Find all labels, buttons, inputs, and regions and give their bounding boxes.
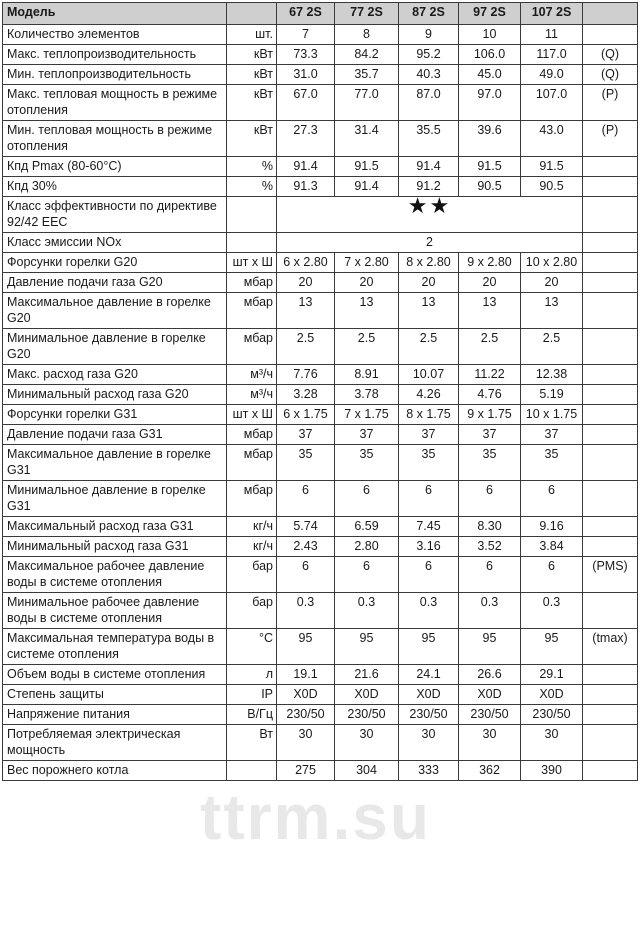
- row-label: Минимальное давление в горелке G31: [3, 481, 227, 517]
- cell-value: 24.1: [399, 665, 459, 685]
- cell-value: 20: [521, 273, 583, 293]
- cell-value: 2.5: [459, 329, 521, 365]
- row-symbol: [583, 481, 638, 517]
- row-symbol: [583, 385, 638, 405]
- header-model: 87 2S: [399, 3, 459, 25]
- row-label: Максимальное рабочее давление воды в системе отопления: [3, 557, 227, 593]
- row-symbol: (Q): [583, 45, 638, 65]
- cell-value: 230/50: [277, 705, 335, 725]
- row-unit: кг/ч: [227, 537, 277, 557]
- row-label: Потребляемая электрическая мощность: [3, 725, 227, 761]
- cell-value: 390: [521, 761, 583, 781]
- cell-value: 5.19: [521, 385, 583, 405]
- cell-value: 35: [459, 445, 521, 481]
- row-symbol: [583, 537, 638, 557]
- row-unit: м³/ч: [227, 385, 277, 405]
- cell-value: 37: [399, 425, 459, 445]
- cell-value: 39.6: [459, 121, 521, 157]
- cell-value: 362: [459, 761, 521, 781]
- row-label: Минимальный расход газа G20: [3, 385, 227, 405]
- table-row: [3, 385, 638, 405]
- cell-value: 30: [399, 725, 459, 761]
- row-unit: %: [227, 177, 277, 197]
- row-label: Давление подачи газа G31: [3, 425, 227, 445]
- cell-value: 30: [459, 725, 521, 761]
- row-unit: IP: [227, 685, 277, 705]
- cell-value: 0.3: [335, 593, 399, 629]
- cell-value: 91.4: [335, 177, 399, 197]
- table-row: [3, 273, 638, 293]
- cell-value: 9: [399, 25, 459, 45]
- cell-value: 10: [459, 25, 521, 45]
- row-label: Максимальное давление в горелке G31: [3, 445, 227, 481]
- row-unit: шт.: [227, 25, 277, 45]
- cell-value: 20: [459, 273, 521, 293]
- table-row: [3, 761, 638, 781]
- row-unit: бар: [227, 593, 277, 629]
- row-unit: кг/ч: [227, 517, 277, 537]
- cell-value: 11: [521, 25, 583, 45]
- cell-value: 30: [521, 725, 583, 761]
- cell-value: 8 x 1.75: [399, 405, 459, 425]
- cell-value: 95: [277, 629, 335, 665]
- cell-value: 90.5: [459, 177, 521, 197]
- cell-value: 97.0: [459, 85, 521, 121]
- row-symbol: (P): [583, 85, 638, 121]
- row-unit: мбар: [227, 273, 277, 293]
- table-row: [3, 557, 638, 593]
- row-unit: мбар: [227, 293, 277, 329]
- cell-value: 333: [399, 761, 459, 781]
- row-symbol: (P): [583, 121, 638, 157]
- row-symbol: [583, 761, 638, 781]
- cell-value: 35: [521, 445, 583, 481]
- cell-value: 7.76: [277, 365, 335, 385]
- cell-value: 7 x 2.80: [335, 253, 399, 273]
- cell-value: 11.22: [459, 365, 521, 385]
- row-symbol: [583, 273, 638, 293]
- table-row: [3, 45, 638, 65]
- row-symbol: [583, 293, 638, 329]
- table-row: [3, 293, 638, 329]
- cell-value: 0.3: [459, 593, 521, 629]
- row-label: Класс эмиссии NOx: [3, 233, 227, 253]
- cell-value: 37: [335, 425, 399, 445]
- cell-value: 0.3: [521, 593, 583, 629]
- row-unit: [227, 197, 277, 233]
- header-model: 77 2S: [335, 3, 399, 25]
- cell-value: 91.5: [521, 157, 583, 177]
- row-label: Вес порожнего котла: [3, 761, 227, 781]
- cell-value: 4.26: [399, 385, 459, 405]
- table-row: [3, 233, 638, 253]
- header-row: [3, 3, 638, 25]
- row-symbol: [583, 253, 638, 273]
- row-label: Форсунки горелки G31: [3, 405, 227, 425]
- cell-value: 2.80: [335, 537, 399, 557]
- cell-value: 6: [459, 557, 521, 593]
- table-row: [3, 197, 638, 233]
- cell-value: 9.16: [521, 517, 583, 537]
- efficiency-stars: ★★: [277, 197, 583, 233]
- row-label: Минимальный расход газа G31: [3, 537, 227, 557]
- cell-value: X0D: [459, 685, 521, 705]
- cell-value: 91.2: [399, 177, 459, 197]
- cell-value: X0D: [335, 685, 399, 705]
- row-unit: [227, 761, 277, 781]
- row-symbol: (Q): [583, 65, 638, 85]
- cell-value: 10 x 2.80: [521, 253, 583, 273]
- cell-value: 6 x 2.80: [277, 253, 335, 273]
- cell-value: 8: [335, 25, 399, 45]
- table-row: [3, 629, 638, 665]
- cell-value: 31.0: [277, 65, 335, 85]
- cell-value: 26.6: [459, 665, 521, 685]
- row-symbol: (tmax): [583, 629, 638, 665]
- cell-value: 35: [335, 445, 399, 481]
- cell-value: 67.0: [277, 85, 335, 121]
- row-unit: мбар: [227, 329, 277, 365]
- cell-value: X0D: [399, 685, 459, 705]
- cell-value: 90.5: [521, 177, 583, 197]
- cell-value: 6: [399, 557, 459, 593]
- row-symbol: [583, 665, 638, 685]
- cell-value: 8.91: [335, 365, 399, 385]
- cell-value: 31.4: [335, 121, 399, 157]
- row-label: Давление подачи газа G20: [3, 273, 227, 293]
- row-symbol: [583, 365, 638, 385]
- cell-value: 19.1: [277, 665, 335, 685]
- row-unit: мбар: [227, 445, 277, 481]
- cell-value: 91.4: [399, 157, 459, 177]
- cell-value: 275: [277, 761, 335, 781]
- cell-value: 6: [521, 481, 583, 517]
- cell-value: 2.5: [335, 329, 399, 365]
- table-row: [3, 445, 638, 481]
- row-symbol: [583, 517, 638, 537]
- cell-value: 13: [399, 293, 459, 329]
- cell-value: 20: [335, 273, 399, 293]
- row-symbol: [583, 197, 638, 233]
- row-label: Форсунки горелки G20: [3, 253, 227, 273]
- spec-table: [2, 2, 638, 781]
- row-unit: л: [227, 665, 277, 685]
- cell-value: 20: [277, 273, 335, 293]
- cell-value: 13: [521, 293, 583, 329]
- cell-value: 6.59: [335, 517, 399, 537]
- header-model: 67 2S: [277, 3, 335, 25]
- table-row: [3, 329, 638, 365]
- row-label: Напряжение питания: [3, 705, 227, 725]
- row-symbol: (PMS): [583, 557, 638, 593]
- cell-value: 95: [399, 629, 459, 665]
- cell-value: 3.28: [277, 385, 335, 405]
- cell-value: 27.3: [277, 121, 335, 157]
- table-row: [3, 25, 638, 45]
- row-unit: [227, 233, 277, 253]
- cell-value: 87.0: [399, 85, 459, 121]
- cell-value: 9 x 2.80: [459, 253, 521, 273]
- row-unit: %: [227, 157, 277, 177]
- cell-value: 230/50: [335, 705, 399, 725]
- row-symbol: [583, 425, 638, 445]
- row-unit: мбар: [227, 425, 277, 445]
- cell-value: 30: [277, 725, 335, 761]
- cell-value: 29.1: [521, 665, 583, 685]
- row-label: Мин. тепловая мощность в режиме отопления: [3, 121, 227, 157]
- row-unit: кВт: [227, 45, 277, 65]
- row-symbol: [583, 593, 638, 629]
- header-model: 107 2S: [521, 3, 583, 25]
- cell-value: 7 x 1.75: [335, 405, 399, 425]
- spec-body: [3, 25, 638, 781]
- row-label: Мин. теплопроизводительность: [3, 65, 227, 85]
- cell-value: 3.16: [399, 537, 459, 557]
- cell-value: 37: [277, 425, 335, 445]
- row-label: Количество элементов: [3, 25, 227, 45]
- cell-value: 91.3: [277, 177, 335, 197]
- cell-value: 40.3: [399, 65, 459, 85]
- watermark: ttrm.su: [200, 781, 431, 853]
- row-symbol: [583, 725, 638, 761]
- cell-value: 43.0: [521, 121, 583, 157]
- cell-value: 35.5: [399, 121, 459, 157]
- row-label: Кпд Pmax (80-60°C): [3, 157, 227, 177]
- row-label: Максимальное давление в горелке G20: [3, 293, 227, 329]
- cell-value: 6: [521, 557, 583, 593]
- cell-value: 3.84: [521, 537, 583, 557]
- row-unit: шт x Ш: [227, 405, 277, 425]
- table-row: [3, 517, 638, 537]
- cell-value: 107.0: [521, 85, 583, 121]
- table-row: [3, 365, 638, 385]
- row-symbol: [583, 685, 638, 705]
- row-symbol: [583, 405, 638, 425]
- header-unit: [227, 3, 277, 25]
- cell-value: 13: [277, 293, 335, 329]
- cell-value: 106.0: [459, 45, 521, 65]
- cell-value: 8.30: [459, 517, 521, 537]
- cell-value: 95: [335, 629, 399, 665]
- row-label: Класс эффективности по директиве 92/42 EEC: [3, 197, 227, 233]
- table-row: [3, 685, 638, 705]
- cell-value: 77.0: [335, 85, 399, 121]
- cell-value: 10.07: [399, 365, 459, 385]
- table-row: [3, 593, 638, 629]
- table-row: [3, 665, 638, 685]
- table-row: [3, 725, 638, 761]
- header-label: Модель: [3, 3, 227, 25]
- cell-value: 7.45: [399, 517, 459, 537]
- row-label: Макс. тепловая мощность в режиме отопления: [3, 85, 227, 121]
- cell-value: 6 x 1.75: [277, 405, 335, 425]
- row-symbol: [583, 157, 638, 177]
- row-unit: Вт: [227, 725, 277, 761]
- cell-value: 12.38: [521, 365, 583, 385]
- cell-value: 6: [399, 481, 459, 517]
- cell-value: 21.6: [335, 665, 399, 685]
- row-symbol: [583, 25, 638, 45]
- row-label: Максимальный расход газа G31: [3, 517, 227, 537]
- table-row: [3, 177, 638, 197]
- cell-value: 49.0: [521, 65, 583, 85]
- table-row: [3, 425, 638, 445]
- row-label: Минимальное рабочее давление воды в системе отопления: [3, 593, 227, 629]
- cell-value: 45.0: [459, 65, 521, 85]
- row-label: Минимальное давление в горелке G20: [3, 329, 227, 365]
- cell-value: 230/50: [399, 705, 459, 725]
- row-unit: кВт: [227, 65, 277, 85]
- cell-value: 3.52: [459, 537, 521, 557]
- cell-value: 0.3: [277, 593, 335, 629]
- row-label: Степень защиты: [3, 685, 227, 705]
- cell-value: 6: [277, 481, 335, 517]
- cell-value: 91.5: [459, 157, 521, 177]
- table-row: [3, 705, 638, 725]
- row-symbol: [583, 705, 638, 725]
- cell-value: 6: [335, 481, 399, 517]
- table-row: [3, 481, 638, 517]
- cell-value: 35: [399, 445, 459, 481]
- cell-value: 30: [335, 725, 399, 761]
- cell-value: 230/50: [521, 705, 583, 725]
- row-unit: кВт: [227, 121, 277, 157]
- row-symbol: [583, 177, 638, 197]
- cell-value: 37: [521, 425, 583, 445]
- row-label: Макс. расход газа G20: [3, 365, 227, 385]
- row-symbol: [583, 445, 638, 481]
- row-unit: кВт: [227, 85, 277, 121]
- cell-value: 2.5: [399, 329, 459, 365]
- cell-value: 91.5: [335, 157, 399, 177]
- cell-value: 9 x 1.75: [459, 405, 521, 425]
- table-row: [3, 121, 638, 157]
- cell-value: 0.3: [399, 593, 459, 629]
- cell-value: 7: [277, 25, 335, 45]
- cell-value: X0D: [277, 685, 335, 705]
- table-row: [3, 65, 638, 85]
- header-symbol: [583, 3, 638, 25]
- row-label: Макс. теплопроизводительность: [3, 45, 227, 65]
- cell-value: 3.78: [335, 385, 399, 405]
- cell-value: 13: [335, 293, 399, 329]
- cell-value: 35.7: [335, 65, 399, 85]
- table-row: [3, 253, 638, 273]
- cell-value: 6: [277, 557, 335, 593]
- cell-value: 5.74: [277, 517, 335, 537]
- row-label: Кпд 30%: [3, 177, 227, 197]
- table-row: [3, 537, 638, 557]
- cell-value: 95: [521, 629, 583, 665]
- cell-value: 37: [459, 425, 521, 445]
- cell-value: 20: [399, 273, 459, 293]
- cell-value: 6: [335, 557, 399, 593]
- cell-value: 95.2: [399, 45, 459, 65]
- cell-value: 6: [459, 481, 521, 517]
- table-row: [3, 85, 638, 121]
- cell-value: X0D: [521, 685, 583, 705]
- cell-value: 2.5: [277, 329, 335, 365]
- row-label: Объем воды в системе отопления: [3, 665, 227, 685]
- cell-value: 73.3: [277, 45, 335, 65]
- row-unit: м³/ч: [227, 365, 277, 385]
- cell-value: 230/50: [459, 705, 521, 725]
- table-row: [3, 157, 638, 177]
- merged-value: 2: [277, 233, 583, 253]
- cell-value: 117.0: [521, 45, 583, 65]
- cell-value: 2.43: [277, 537, 335, 557]
- cell-value: 95: [459, 629, 521, 665]
- row-unit: В/Гц: [227, 705, 277, 725]
- row-symbol: [583, 233, 638, 253]
- cell-value: 10 x 1.75: [521, 405, 583, 425]
- cell-value: 4.76: [459, 385, 521, 405]
- cell-value: 91.4: [277, 157, 335, 177]
- row-unit: шт x Ш: [227, 253, 277, 273]
- cell-value: 35: [277, 445, 335, 481]
- header-model: 97 2S: [459, 3, 521, 25]
- row-unit: мбар: [227, 481, 277, 517]
- row-label: Максимальная температура воды в системе отопления: [3, 629, 227, 665]
- row-symbol: [583, 329, 638, 365]
- table-row: [3, 405, 638, 425]
- cell-value: 2.5: [521, 329, 583, 365]
- cell-value: 304: [335, 761, 399, 781]
- row-unit: °C: [227, 629, 277, 665]
- cell-value: 13: [459, 293, 521, 329]
- cell-value: 8 x 2.80: [399, 253, 459, 273]
- cell-value: 84.2: [335, 45, 399, 65]
- row-unit: бар: [227, 557, 277, 593]
